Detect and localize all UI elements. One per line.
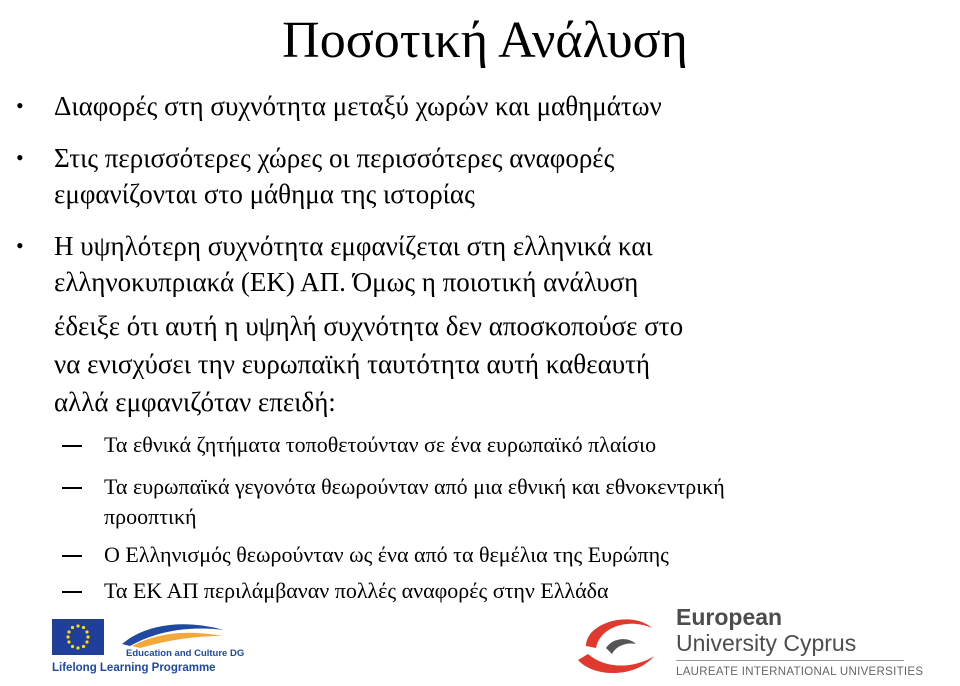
bullet-text-continued: ελληνοκυπριακά (ΕΚ) ΑΠ. Όμως η ποιοτική ανάλυση	[54, 267, 639, 297]
university-name-1: European	[676, 604, 783, 630]
bullet-text-continued: να ενισχύσει την ευρωπαϊκή ταυτότητα αυτή καθεαυτή	[54, 349, 651, 379]
slide-title: Ποσοτική Ανάλυση	[282, 12, 688, 69]
sub-bullet-text-continued: προοπτική	[104, 504, 197, 529]
edu-culture-label: Education and Culture DG	[126, 648, 245, 659]
dash-marker	[62, 591, 82, 593]
sub-bullet-text: Ο Ελληνισμός θεωρούνταν ως ένα από τα θεμέλια της Ευρώπης	[104, 542, 669, 567]
bullet-text: Διαφορές στη συχνότητα μεταξύ χωρών και μαθημάτων	[54, 91, 662, 121]
bullet-marker: •	[16, 233, 24, 258]
dash-marker	[62, 487, 82, 489]
eu-flag-icon	[52, 619, 104, 655]
sub-bullet-text: Τα ΕΚ ΑΠ περιλάμβαναν πολλές αναφορές στην Ελλάδα	[104, 578, 609, 603]
bullet-text: Η υψηλότερη συχνότητα εμφανίζεται στη ελληνικά και	[54, 231, 653, 261]
llp-label: Lifelong Learning Programme	[52, 662, 216, 674]
llp-swoosh-icon	[118, 618, 228, 650]
university-tagline: LAUREATE INTERNATIONAL UNIVERSITIES	[676, 666, 924, 678]
sub-bullet-text: Τα εθνικά ζητήματα τοποθετούνταν σε ένα ευρωπαϊκό πλαίσιο	[104, 432, 657, 457]
footer-logos	[0, 604, 960, 686]
bullet-marker: •	[16, 145, 24, 170]
bullet-marker: •	[16, 93, 24, 118]
bullet-text-continued: αλλά εμφανιζόταν επειδή:	[54, 387, 336, 417]
divider	[676, 660, 904, 661]
dash-marker	[62, 555, 82, 557]
euc-swirl-icon	[566, 608, 662, 682]
bullet-text-continued: έδειξε ότι αυτή η υψηλή συχνότητα δεν αποσκοπούσε στο	[54, 311, 684, 341]
dash-marker	[62, 445, 82, 447]
university-name-2: University Cyprus	[676, 630, 857, 656]
bullet-text: Στις περισσότερες χώρες οι περισσότερες αναφορές	[54, 143, 615, 173]
bullet-text-continued: εμφανίζονται στο μάθημα της ιστορίας	[54, 179, 475, 209]
sub-bullet-text: Τα ευρωπαϊκά γεγονότα θεωρούνταν από μια εθνική και εθνοκεντρική	[104, 474, 725, 499]
